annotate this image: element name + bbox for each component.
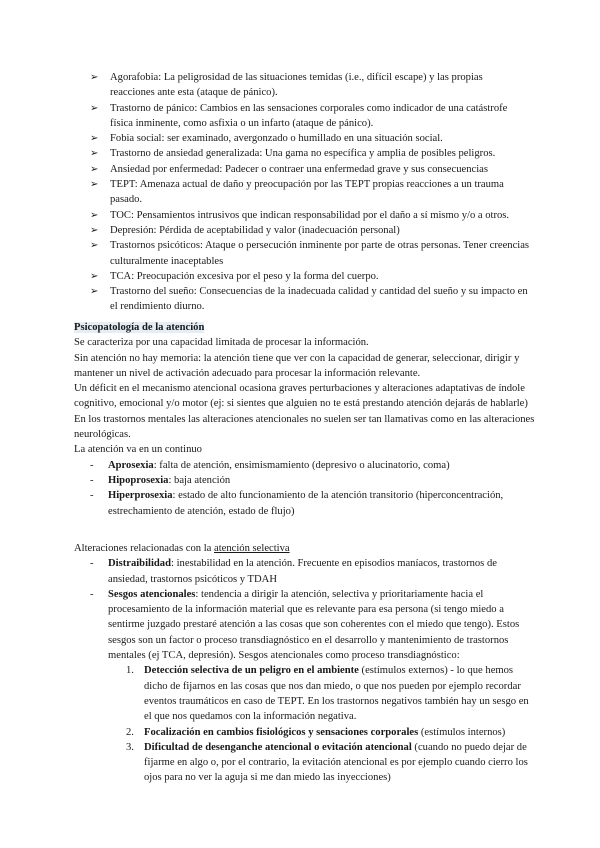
term-description: : inestabilidad en la atención. Frecuente en episodios maníacos, trastornos de ansiedad, trastornos psicóticos y TDAH [108, 558, 497, 585]
list-item [90, 238, 530, 269]
selective-attention-section [74, 541, 536, 786]
list-item [90, 162, 530, 177]
list-item [74, 587, 536, 663]
term: Hiperprosexia [108, 490, 173, 502]
list-item [90, 208, 530, 223]
paragraph: Sin atención no hay memoria: la atención tiene que ver con la capacidad de generar, seleccionar, dirigir y mantener un nivel de activación adecuado para procesar la información relevante. [74, 352, 520, 379]
selective-list [74, 556, 536, 663]
list-item-text: Trastorno de ansiedad generalizada: Una gama no específica y amplia de posibles peligros. [110, 148, 496, 160]
term-description: (cuando no puedo dejar de fijarme en algo o, por el contrario, la evitación atencional es por ejemplo cuando cierro los ojos para no ver la aguja si me dan miedo las inyecciones) [144, 741, 528, 784]
list-item [74, 740, 536, 786]
list-item-text: TOC: Pensamientos intrusivos que indican responsabilidad por el daño a sí mismo y/o a otros. [110, 209, 510, 221]
term-description: (estímulos internos) [418, 726, 506, 738]
list-item-text: Trastorno de pánico: Cambios en las sensaciones corporales como indicador de una catástrofe física inminente, como asfixia o un infarto (ataque de pánico). [110, 102, 508, 129]
section-heading: Psicopatología de la atención [74, 322, 205, 333]
list-item-text: Fobia social: ser examinado, avergonzado o humillado en una situación social. [110, 133, 443, 145]
term-description: : falta de atención, ensimismamiento (depresivo o alucinatorio, coma) [153, 459, 450, 471]
arrow-bullet-icon: ➢ [90, 209, 99, 221]
paragraph: Se caracteriza por una capacidad limitada de procesar la información. [74, 337, 369, 349]
term: Distraibilidad [108, 558, 171, 570]
list-item [74, 488, 536, 519]
bias-list [74, 663, 536, 785]
term-description: : baja atención [168, 474, 231, 486]
continuum-list [74, 458, 536, 519]
item-number: 3. [126, 741, 134, 753]
list-item [90, 101, 530, 132]
arrow-bullet-icon: ➢ [90, 179, 99, 191]
list-item [74, 556, 536, 587]
list-item [74, 473, 536, 488]
selective-attention-term: atención selectiva [214, 543, 290, 554]
term: Sesgos atencionales [108, 588, 196, 600]
arrow-bullet-icon: ➢ [90, 224, 99, 236]
list-item [74, 663, 536, 724]
paragraph: En los trastornos mentales las alteraciones atencionales no suelen ser tan llamativas como en las alteraciones neurológicas. [74, 413, 535, 441]
dash-bullet-icon: - [90, 459, 94, 471]
term: Hipoprosexia [108, 474, 169, 486]
arrow-bullet-icon: ➢ [90, 163, 99, 175]
list-item [90, 177, 530, 208]
attention-section [74, 320, 536, 519]
arrow-bullet-icon: ➢ [90, 240, 99, 252]
list-item [74, 458, 536, 473]
paragraph [74, 541, 536, 556]
arrow-bullet-icon: ➢ [90, 133, 99, 145]
dash-bullet-icon: - [90, 474, 94, 486]
paragraph: La atención va en un continuo [74, 444, 202, 456]
list-item [74, 725, 536, 740]
arrow-bullet-icon: ➢ [90, 270, 99, 282]
intro-text: Alteraciones relacionadas con la [74, 543, 215, 554]
list-item-text: TCA: Preocupación excesiva por el peso y la forma del cuerpo. [110, 270, 379, 282]
term: Focalización en cambios fisiológicos y sensaciones corporales [144, 726, 419, 738]
arrow-bullet-icon: ➢ [90, 102, 99, 114]
dash-bullet-icon: - [90, 490, 94, 502]
paragraph: Un déficit en el mecanismo atencional ocasiona graves perturbaciones y alteraciones adaptativas de índole cognitivo, emocional y/o motor (ej: si sientes que alguien no te está prestando atención dejarás de hablarle) [74, 383, 528, 410]
list-item-text: Trastornos psicóticos: Ataque o persecución inminente por parte de otras personas. Tener creencias culturalmente inaceptables [110, 240, 530, 267]
list-item-text: TEPT: Amenaza actual de daño y preocupación por las TEPT propias reacciones a un trauma pasado. [110, 179, 504, 206]
dash-bullet-icon: - [90, 588, 94, 600]
item-number: 1. [126, 665, 134, 677]
term: Detección selectiva de un peligro en el ambiente [144, 665, 359, 677]
item-number: 2. [126, 726, 134, 738]
list-item [90, 269, 530, 284]
list-item-text: Agorafobia: La peligrosidad de las situaciones temidas (i.e., difícil escape) y las propias reacciones ante esta (ataque de pánico). [110, 72, 483, 99]
term: Aprosexia [108, 459, 154, 471]
term-description: : estado de alto funcionamiento de la atención transitorio (hiperconcentración, estrechamiento de atención, estado de flujo) [108, 490, 504, 517]
list-item-text: Depresión: Pérdida de aceptabilidad y valor (inadecuación personal) [110, 224, 400, 236]
list-item-text: Ansiedad por enfermedad: Padecer o contraer una enfermedad grave y sus consecuencias [110, 163, 488, 175]
disorder-list [90, 70, 530, 315]
dash-bullet-icon: - [90, 558, 94, 570]
list-item [90, 70, 530, 101]
list-item [90, 223, 530, 238]
arrow-bullet-icon: ➢ [90, 286, 99, 298]
term-description: : tendencia a dirigir la atención, selectiva y prioritariamente hacia el procesamiento de la información material que es relevante para esa persona (si tengo miedo a sentirme juzgado prestaré atención a las cosas que son coherentes con el miedo que tengo). Estos sesgos son un factor o proceso transdiagnóstico en el desarrollo y mantenimiento de trastornos mentales (ej TCA, depresión). Sesgos atencionales como proceso transdiagnóstico: [108, 588, 520, 662]
list-item [90, 131, 530, 146]
list-item [90, 284, 530, 315]
arrow-bullet-icon: ➢ [90, 148, 99, 160]
term-description: (estímulos externos) - lo que hemos dicho de fijarnos en las cosas que nos dan miedo, o que nos pueden por ejemplo recordar eventos traumáticos en caso de TEPT. En los trastornos negativos también hay un sesgo en el que nos quedamos con la información negativa. [144, 665, 529, 723]
term: Dificultad de desenganche atencional o evitación atencional [144, 741, 412, 753]
list-item [90, 146, 530, 161]
list-item-text: Trastorno del sueño: Consecuencias de la inadecuada calidad y cantidad del sueño y su impacto en el rendimiento diurno. [110, 286, 528, 313]
arrow-bullet-icon: ➢ [90, 72, 99, 83]
